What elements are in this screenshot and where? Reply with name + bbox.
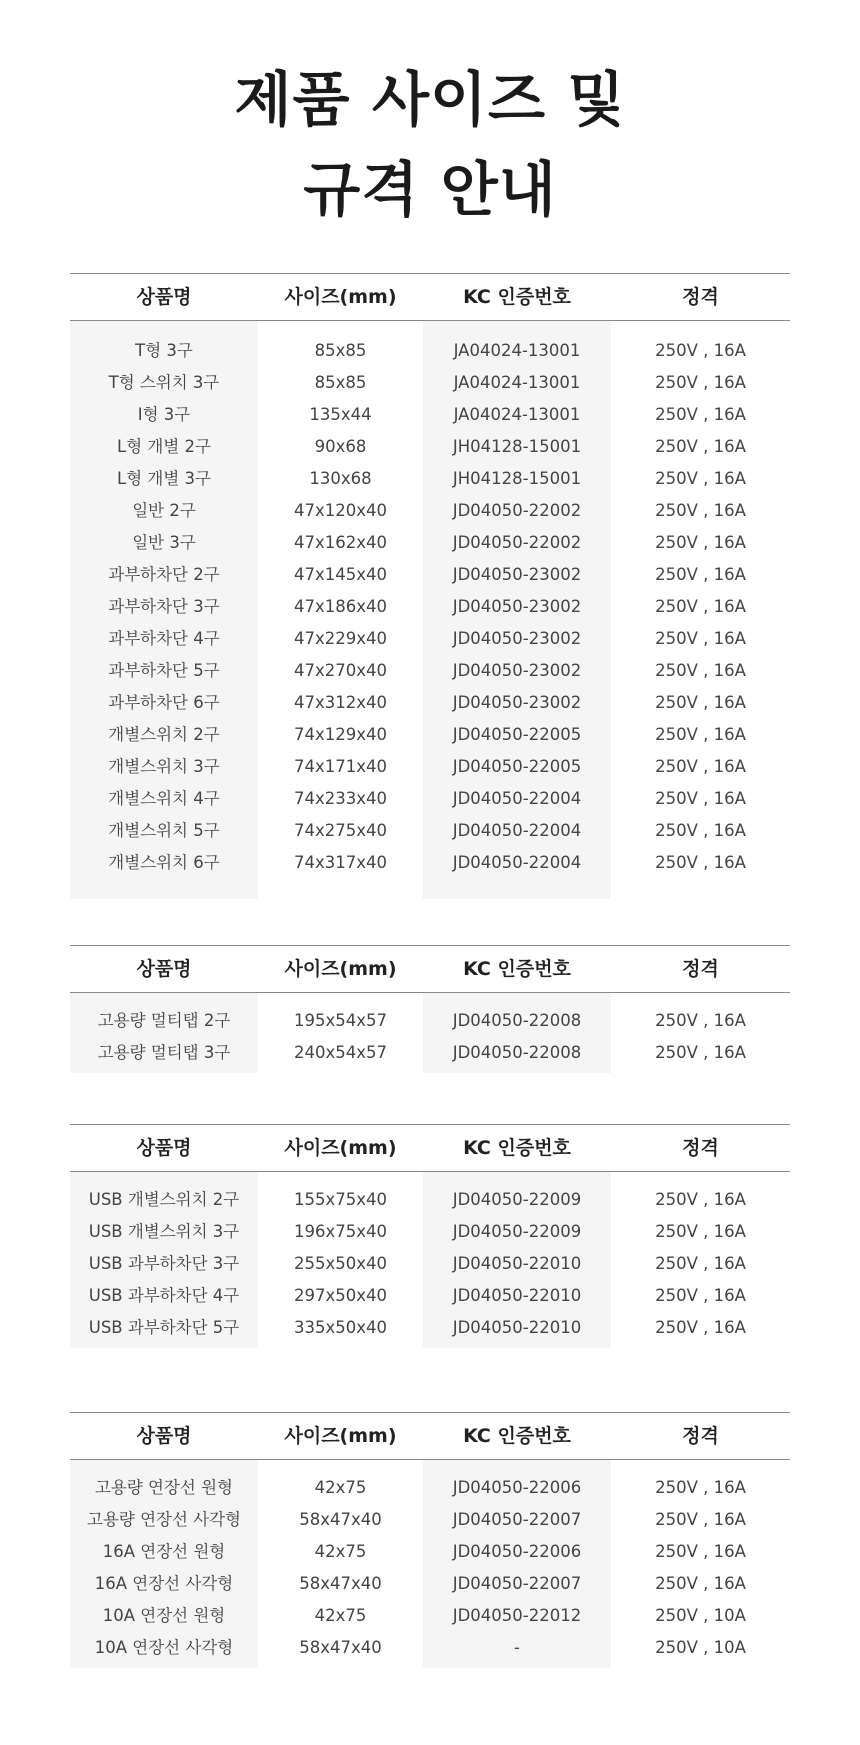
spec-table — [70, 1124, 790, 1348]
cell-kc: JA04024-13001 — [453, 405, 581, 424]
cell-kc: JD04050-23002 — [452, 661, 582, 680]
cell-rating: 250V , 16A — [655, 853, 746, 872]
cell-size: 74x233x40 — [293, 789, 387, 808]
table-row — [70, 1037, 790, 1069]
cell-name: USB 개별스위치 3구 — [88, 1222, 240, 1241]
cell-size: 47x162x40 — [293, 533, 387, 552]
table-row — [70, 655, 790, 687]
cell-rating: 250V , 16A — [655, 725, 746, 744]
cell-kc: JD04050-23002 — [452, 693, 582, 712]
table-body — [70, 1460, 790, 1668]
page-title — [0, 55, 860, 235]
cell-size: 47x145x40 — [293, 565, 387, 584]
cell-rating: 250V , 16A — [655, 789, 746, 808]
cell-size: 74x275x40 — [293, 821, 387, 840]
column-header-kc: KC 인증번호 — [463, 958, 571, 980]
cell-rating: 250V , 16A — [655, 405, 746, 424]
cell-name: 고용량 멀티탭 2구 — [97, 1011, 231, 1030]
cell-rating: 250V , 16A — [655, 1011, 746, 1030]
cell-size: 42x75 — [314, 1478, 367, 1497]
cell-size: 47x120x40 — [293, 501, 387, 520]
column-header-name: 상품명 — [136, 958, 192, 980]
cell-rating: 250V , 16A — [655, 1318, 746, 1337]
cell-size: 47x186x40 — [293, 597, 387, 616]
cell-kc: JD04050-22002 — [452, 533, 582, 552]
cell-kc: JD04050-22005 — [452, 725, 582, 744]
column-header-kc: KC 인증번호 — [463, 1137, 571, 1159]
cell-size: 42x75 — [314, 1542, 367, 1561]
table-row — [70, 591, 790, 623]
spec-table — [70, 273, 790, 899]
table-row — [70, 1632, 790, 1664]
cell-name: 16A 연장선 원형 — [102, 1542, 226, 1561]
table-header — [70, 1124, 790, 1172]
cell-name: 개별스위치 4구 — [108, 789, 220, 808]
cell-rating: 250V , 16A — [655, 501, 746, 520]
cell-rating: 250V , 16A — [655, 1478, 746, 1497]
cell-kc: JD04050-22006 — [452, 1542, 582, 1561]
cell-name: T형 스위치 3구 — [108, 373, 220, 392]
cell-kc: JD04050-22009 — [452, 1222, 582, 1241]
cell-rating: 250V , 10A — [655, 1606, 746, 1625]
cell-kc: JD04050-22004 — [452, 789, 582, 808]
spec-table — [70, 1412, 790, 1668]
cell-size: 58x47x40 — [299, 1510, 382, 1529]
cell-name: 개별스위치 2구 — [108, 725, 220, 744]
cell-name: 16A 연장선 사각형 — [94, 1574, 234, 1593]
cell-size: 47x229x40 — [293, 629, 387, 648]
cell-size: 195x54x57 — [293, 1011, 387, 1030]
cell-kc: JD04050-22006 — [452, 1478, 582, 1497]
cell-name: 과부하차단 6구 — [108, 693, 220, 712]
cell-kc: JD04050-22010 — [452, 1254, 582, 1273]
table-row — [70, 719, 790, 751]
cell-size: 135x44 — [309, 405, 372, 424]
table-row — [70, 687, 790, 719]
cell-name: 과부하차단 2구 — [108, 565, 220, 584]
column-header-kc: KC 인증번호 — [463, 286, 571, 308]
table-row — [70, 751, 790, 783]
cell-size: 85x85 — [314, 373, 367, 392]
cell-rating: 250V , 16A — [655, 533, 746, 552]
column-header-kc: KC 인증번호 — [463, 1425, 571, 1447]
table-row — [70, 623, 790, 655]
table-row — [70, 1216, 790, 1248]
table-row — [70, 1472, 790, 1504]
table-body — [70, 1172, 790, 1348]
table-row — [70, 1568, 790, 1600]
cell-name: 고용량 연장선 원형 — [94, 1478, 233, 1497]
column-header-name: 상품명 — [136, 1425, 192, 1447]
cell-kc: JD04050-23002 — [452, 597, 582, 616]
cell-size: 196x75x40 — [293, 1222, 387, 1241]
cell-name: USB 개별스위치 2구 — [88, 1190, 240, 1209]
cell-size: 297x50x40 — [293, 1286, 387, 1305]
cell-rating: 250V , 16A — [655, 757, 746, 776]
cell-rating: 250V , 16A — [655, 469, 746, 488]
cell-kc: JD04050-22004 — [452, 853, 582, 872]
cell-rating: 250V , 16A — [655, 661, 746, 680]
cell-rating: 250V , 16A — [655, 1254, 746, 1273]
cell-rating: 250V , 16A — [655, 1043, 746, 1062]
page-title-line-1: 제품 사이즈 및 — [234, 65, 626, 134]
table-row — [70, 1600, 790, 1632]
cell-name: T형 3구 — [135, 341, 193, 360]
cell-size: 90x68 — [314, 437, 367, 456]
cell-name: L형 개별 3구 — [117, 469, 211, 488]
table-row — [70, 1280, 790, 1312]
table-row — [70, 1504, 790, 1536]
cell-size: 240x54x57 — [293, 1043, 387, 1062]
cell-kc: JD04050-22009 — [452, 1190, 582, 1209]
cell-name: USB 과부하차단 5구 — [88, 1318, 240, 1337]
table-row — [70, 335, 790, 367]
cell-rating: 250V , 16A — [655, 1574, 746, 1593]
cell-size: 74x317x40 — [293, 853, 387, 872]
table-row — [70, 527, 790, 559]
cell-kc: JD04050-22012 — [452, 1606, 582, 1625]
table-row — [70, 559, 790, 591]
spec-table — [70, 945, 790, 1073]
cell-kc: JD04050-22007 — [452, 1574, 582, 1593]
cell-rating: 250V , 16A — [655, 693, 746, 712]
table-row — [70, 1248, 790, 1280]
cell-kc: - — [514, 1638, 520, 1657]
table-row — [70, 847, 790, 879]
cell-size: 85x85 — [314, 341, 367, 360]
cell-rating: 250V , 16A — [655, 1190, 746, 1209]
column-header-rating: 정격 — [682, 1137, 719, 1159]
cell-name: 과부하차단 5구 — [108, 661, 220, 680]
table-row — [70, 495, 790, 527]
cell-kc: JA04024-13001 — [453, 373, 581, 392]
cell-kc: JD04050-22010 — [452, 1318, 582, 1337]
table-header — [70, 273, 790, 321]
cell-kc: JD04050-23002 — [452, 565, 582, 584]
cell-kc: JD04050-22002 — [452, 501, 582, 520]
cell-size: 255x50x40 — [293, 1254, 387, 1273]
table-row — [70, 367, 790, 399]
cell-rating: 250V , 16A — [655, 341, 746, 360]
table-row — [70, 783, 790, 815]
cell-rating: 250V , 10A — [655, 1638, 746, 1657]
cell-rating: 250V , 16A — [655, 1510, 746, 1529]
cell-rating: 250V , 16A — [655, 629, 746, 648]
table-row — [70, 1312, 790, 1344]
table-row — [70, 1005, 790, 1037]
cell-rating: 250V , 16A — [655, 565, 746, 584]
cell-rating: 250V , 16A — [655, 437, 746, 456]
cell-name: USB 과부하차단 4구 — [88, 1286, 240, 1305]
page-title-line-2: 규격 안내 — [303, 155, 557, 224]
cell-kc: JD04050-22008 — [452, 1011, 582, 1030]
cell-size: 74x171x40 — [293, 757, 387, 776]
column-header-rating: 정격 — [682, 958, 719, 980]
cell-size: 130x68 — [309, 469, 372, 488]
cell-rating: 250V , 16A — [655, 373, 746, 392]
cell-size: 58x47x40 — [299, 1574, 382, 1593]
cell-name: 개별스위치 5구 — [108, 821, 220, 840]
cell-size: 58x47x40 — [299, 1638, 382, 1657]
cell-kc: JD04050-23002 — [452, 629, 582, 648]
cell-kc: JD04050-22005 — [452, 757, 582, 776]
cell-name: 개별스위치 3구 — [108, 757, 220, 776]
cell-name: 일반 2구 — [132, 501, 196, 520]
table-body — [70, 993, 790, 1073]
column-header-size: 사이즈(mm) — [284, 286, 397, 308]
cell-kc: JH04128-15001 — [452, 469, 582, 488]
cell-size: 335x50x40 — [293, 1318, 387, 1337]
cell-rating: 250V , 16A — [655, 1542, 746, 1561]
cell-kc: JH04128-15001 — [452, 437, 582, 456]
table-row — [70, 1184, 790, 1216]
cell-kc: JD04050-22008 — [452, 1043, 582, 1062]
table-body — [70, 321, 790, 899]
cell-name: I형 3구 — [137, 405, 191, 424]
cell-size: 42x75 — [314, 1606, 367, 1625]
cell-name: 10A 연장선 사각형 — [94, 1638, 234, 1657]
cell-name: L형 개별 2구 — [117, 437, 211, 456]
cell-name: 10A 연장선 원형 — [102, 1606, 226, 1625]
table-row — [70, 431, 790, 463]
cell-kc: JD04050-22004 — [452, 821, 582, 840]
cell-size: 74x129x40 — [293, 725, 387, 744]
cell-rating: 250V , 16A — [655, 1222, 746, 1241]
cell-rating: 250V , 16A — [655, 597, 746, 616]
cell-name: 과부하차단 4구 — [108, 629, 220, 648]
table-row — [70, 815, 790, 847]
table-header — [70, 1412, 790, 1460]
table-row — [70, 399, 790, 431]
cell-name: USB 과부하차단 3구 — [88, 1254, 240, 1273]
column-header-rating: 정격 — [682, 1425, 719, 1447]
cell-rating: 250V , 16A — [655, 1286, 746, 1305]
column-header-rating: 정격 — [682, 286, 719, 308]
column-header-size: 사이즈(mm) — [284, 1425, 397, 1447]
cell-kc: JD04050-22010 — [452, 1286, 582, 1305]
table-header — [70, 945, 790, 993]
cell-kc: JD04050-22007 — [452, 1510, 582, 1529]
column-header-size: 사이즈(mm) — [284, 958, 397, 980]
column-header-name: 상품명 — [136, 286, 192, 308]
cell-name: 고용량 멀티탭 3구 — [97, 1043, 231, 1062]
cell-rating: 250V , 16A — [655, 821, 746, 840]
cell-kc: JA04024-13001 — [453, 341, 581, 360]
column-header-size: 사이즈(mm) — [284, 1137, 397, 1159]
cell-name: 과부하차단 3구 — [108, 597, 220, 616]
cell-size: 47x270x40 — [293, 661, 387, 680]
cell-size: 47x312x40 — [293, 693, 387, 712]
column-header-name: 상품명 — [136, 1137, 192, 1159]
cell-name: 개별스위치 6구 — [108, 853, 220, 872]
table-row — [70, 463, 790, 495]
table-row — [70, 1536, 790, 1568]
cell-name: 일반 3구 — [132, 533, 196, 552]
cell-size: 155x75x40 — [293, 1190, 387, 1209]
cell-name: 고용량 연장선 사각형 — [87, 1510, 241, 1529]
